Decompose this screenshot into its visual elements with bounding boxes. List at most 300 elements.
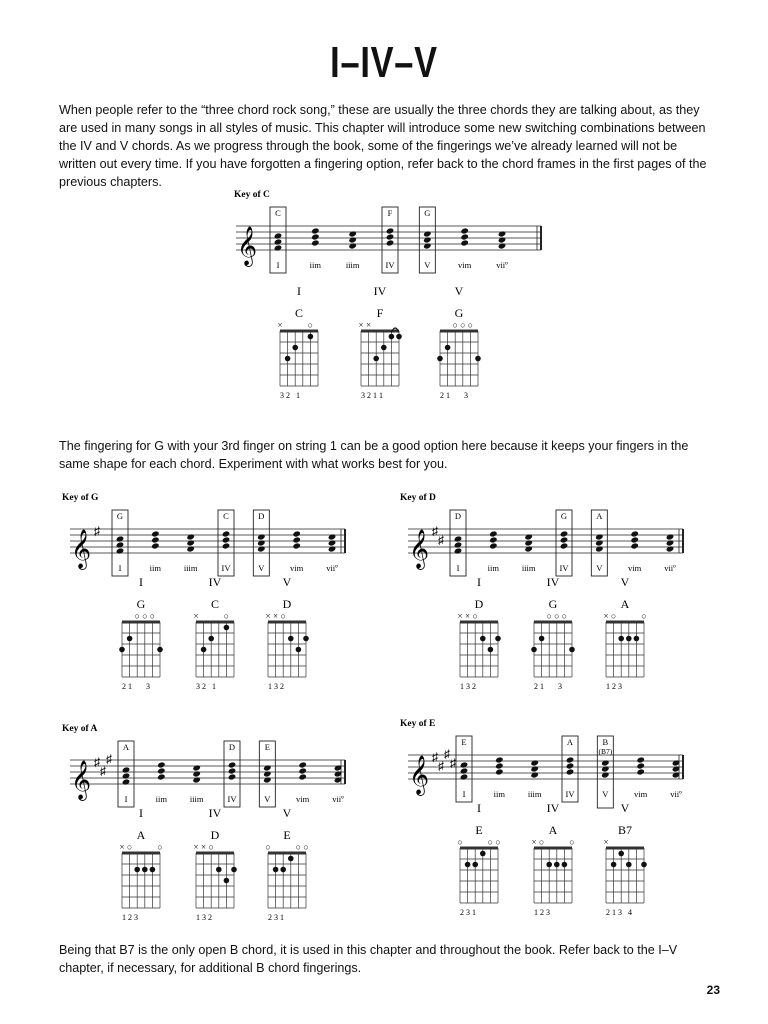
treble-clef: 𝄞 — [71, 531, 92, 568]
string-marker: × — [193, 842, 199, 852]
string-marker: ○ — [457, 837, 463, 847]
chord-box-label: A — [596, 511, 603, 521]
key-of-e-block — [400, 712, 700, 922]
finger-dot — [303, 636, 309, 642]
string-marker: ○ — [157, 842, 163, 852]
finger-dot — [292, 345, 298, 351]
degree-label: iiim — [189, 794, 204, 804]
key-of-a-block — [62, 717, 362, 922]
sharp-sign: ♯ — [432, 750, 438, 764]
string-marker: ○ — [452, 320, 458, 330]
key-label: Key of A — [62, 724, 98, 734]
finger-dot — [475, 356, 481, 362]
fingering-numbers: 3 2 1 1 — [361, 391, 383, 400]
chord-note — [530, 771, 538, 778]
chord-box-label: D — [454, 511, 462, 521]
key-label: Key of E — [400, 719, 436, 729]
chord-note — [454, 535, 462, 542]
chord-note — [116, 541, 124, 548]
finger-dot — [280, 867, 286, 873]
chord-numeral: V — [282, 806, 292, 820]
degree-label: iim — [155, 794, 168, 804]
finger-dot — [480, 851, 486, 857]
degree-label: V — [602, 789, 609, 799]
string-marker: ○ — [546, 611, 552, 621]
fingering-numbers: 1 2 3 — [122, 913, 138, 922]
chord-note — [495, 768, 503, 775]
finger-dot — [389, 334, 395, 340]
degree-label: IV — [559, 563, 569, 573]
chord-note — [274, 238, 282, 245]
fingering-numbers: 1 3 2 — [268, 682, 284, 691]
chord-box-sublabel: (B7) — [598, 747, 613, 756]
string-marker: ○ — [208, 842, 214, 852]
key-label: Key of G — [62, 493, 99, 503]
chord-numeral: IV — [373, 284, 387, 298]
string-marker: ○ — [142, 611, 148, 621]
fingering-numbers: 1 2 3 — [534, 908, 550, 917]
string-marker: ○ — [303, 842, 309, 852]
degree-label: IV — [221, 563, 231, 573]
finger-dot — [288, 636, 294, 642]
string-marker: ○ — [149, 611, 156, 621]
chord-note — [666, 533, 674, 540]
chord-note — [228, 773, 236, 780]
degree-label: vim — [628, 563, 642, 573]
chord-note — [328, 545, 336, 552]
fingering-numbers: 1 3 2 — [196, 913, 212, 922]
chord-note — [263, 764, 271, 771]
degree-label: viiº — [326, 563, 338, 573]
chord-box-label: E — [461, 737, 467, 747]
chord-name: A — [136, 828, 146, 842]
degree-label: I — [462, 789, 466, 799]
sharp-sign: ♯ — [100, 764, 106, 778]
chord-box-label: C — [275, 208, 281, 218]
page-title: I–IV–V — [330, 38, 438, 87]
fingering-numbers: 2 1 3 4 — [606, 908, 632, 917]
string-marker: × — [265, 611, 271, 621]
fingering-numbers: 3 2 1 — [196, 682, 216, 691]
degree-label: IV — [385, 260, 395, 270]
chord-note — [601, 771, 609, 778]
string-marker: ○ — [223, 611, 230, 621]
chord-numeral: I — [139, 806, 143, 820]
degree-label: vim — [290, 563, 304, 573]
degree-label: V — [596, 563, 603, 573]
fingering-numbers: 2 1 3 — [440, 391, 468, 400]
fingering-numbers: 3 2 1 — [280, 391, 300, 400]
finger-dot — [381, 345, 387, 351]
finger-dot — [288, 856, 294, 862]
chord-name: D — [210, 828, 220, 842]
string-marker: ○ — [472, 611, 478, 621]
string-marker: × — [201, 842, 207, 852]
string-marker: × — [193, 611, 199, 621]
key-label: Key of D — [400, 493, 436, 503]
finger-dot — [445, 345, 451, 351]
chord-note — [257, 533, 265, 540]
fingering-numbers: 1 3 2 — [460, 682, 476, 691]
chord-note — [460, 773, 468, 780]
key-of-g-block — [62, 486, 362, 691]
chord-note — [348, 242, 356, 249]
chord-note — [311, 233, 319, 240]
degree-label: iiim — [183, 563, 198, 573]
chord-note — [192, 764, 200, 771]
finger-dot — [224, 878, 230, 884]
string-marker: ○ — [569, 837, 575, 847]
chord-note — [116, 535, 124, 542]
degree-label: viiº — [496, 260, 508, 270]
chord-note — [524, 533, 532, 540]
degree-label: vim — [458, 260, 472, 270]
chord-note — [524, 539, 532, 546]
finger-dot — [119, 647, 125, 653]
chord-name: D — [474, 597, 484, 611]
degree-label: vim — [634, 789, 648, 799]
finger-dot — [539, 636, 545, 642]
finger-dot — [618, 851, 624, 857]
string-marker: ○ — [610, 611, 617, 621]
string-marker: ○ — [467, 320, 474, 330]
finger-dot — [472, 862, 478, 868]
chord-note — [151, 542, 159, 549]
chord-note — [122, 772, 130, 779]
chord-note — [348, 230, 356, 237]
finger-dot — [127, 636, 133, 642]
finger-dot — [611, 862, 617, 868]
sharp-sign: ♯ — [106, 752, 112, 766]
chord-note — [328, 539, 336, 546]
degree-label: I — [118, 563, 122, 573]
chord-name: E — [283, 828, 291, 842]
chord-name: G — [136, 597, 146, 611]
chord-note — [560, 542, 568, 549]
page-number: 23 — [706, 983, 720, 997]
chord-name: G — [454, 306, 464, 320]
chord-note — [298, 761, 306, 768]
chord-note — [151, 536, 159, 543]
chord-note — [423, 230, 431, 237]
treble-clef: 𝄞 — [71, 762, 92, 799]
chord-note — [530, 759, 538, 766]
chord-note — [423, 242, 431, 249]
string-marker: ○ — [126, 842, 133, 852]
chord-note — [157, 767, 165, 774]
string-marker: ○ — [487, 837, 494, 847]
chord-numeral: V — [620, 801, 630, 815]
chord-numeral: V — [282, 575, 292, 589]
finger-dot — [546, 862, 552, 868]
chord-note — [495, 756, 503, 763]
chord-note — [348, 236, 356, 243]
chord-note — [601, 765, 609, 772]
chord-note — [274, 232, 282, 239]
chord-note — [222, 542, 230, 549]
chord-numeral: IV — [208, 575, 222, 589]
chord-note — [498, 236, 506, 243]
chord-note — [566, 768, 574, 775]
finger-dot — [465, 862, 471, 868]
chord-note — [298, 773, 306, 780]
chord-box-label: C — [223, 511, 229, 521]
chord-note — [630, 542, 638, 549]
chord-note — [192, 776, 200, 783]
string-marker: × — [603, 611, 609, 621]
fingering-numbers: 2 3 1 — [460, 908, 476, 917]
string-marker: ○ — [561, 611, 568, 621]
finger-dot — [618, 636, 624, 642]
chord-box-label: D — [228, 742, 236, 752]
chord-note — [489, 536, 497, 543]
finger-dot — [231, 867, 237, 873]
chord-numeral: V — [620, 575, 630, 589]
chord-box-label: F — [387, 208, 393, 218]
string-marker: ○ — [495, 837, 501, 847]
chord-note — [222, 536, 230, 543]
chord-note — [636, 756, 644, 763]
chord-note — [122, 778, 130, 785]
chord-note — [386, 239, 394, 246]
chord-box-label: G — [116, 511, 124, 521]
chord-note — [566, 756, 574, 763]
chord-note — [186, 533, 194, 540]
finger-dot — [437, 356, 443, 362]
sharp-sign: ♯ — [94, 524, 100, 538]
sharp-sign: ♯ — [94, 755, 100, 769]
chord-note — [636, 762, 644, 769]
chord-note — [186, 545, 194, 552]
finger-dot — [285, 356, 291, 362]
finger-dot — [157, 647, 163, 653]
finger-dot — [216, 867, 222, 873]
string-marker: × — [273, 611, 279, 621]
chord-note — [495, 762, 503, 769]
degree-label: viiº — [332, 794, 344, 804]
string-marker: × — [457, 611, 463, 621]
finger-dot — [201, 647, 207, 653]
chord-note — [566, 762, 574, 769]
chord-note — [257, 539, 265, 546]
chord-box-label: G — [424, 208, 431, 218]
string-marker: ○ — [295, 842, 302, 852]
fingering-note-paragraph: The fingering for G with your 3rd finger on string 1 can be a good option here because it keeps your fingers in the same shape for each chord. Experiment with what works best for you. — [59, 439, 689, 471]
chord-note — [498, 242, 506, 249]
fingering-numbers: 1 2 3 — [606, 682, 622, 691]
chord-note — [386, 233, 394, 240]
degree-label: V — [424, 260, 431, 270]
degree-label: I — [276, 260, 280, 270]
chord-note — [122, 766, 130, 773]
degree-label: iim — [309, 260, 322, 270]
intro-paragraph: When people refer to the “three chord rock song,” these are usually the three chords they are talking about, as they are used in many songs in all styles of music. This chapter will introduce some new switching combinations between the IV and V chords. As we progress through the book, some of the fingerings we’ve already learned will not be written out every time. If you have forgotten a fingering option, refer back to the chord frames in the first pages of the previous chapters. — [59, 103, 707, 189]
chord-name: G — [548, 597, 558, 611]
string-marker: × — [277, 320, 283, 330]
string-marker: ○ — [265, 842, 271, 852]
degree-label: V — [264, 794, 271, 804]
string-marker: ○ — [307, 320, 314, 330]
finger-dot — [634, 636, 640, 642]
chord-note — [460, 761, 468, 768]
degree-label: viiº — [664, 563, 676, 573]
string-marker: ○ — [280, 611, 286, 621]
chord-note — [222, 530, 230, 537]
treble-clef: 𝄞 — [409, 757, 430, 794]
chord-note — [292, 530, 300, 537]
finger-dot — [308, 334, 314, 340]
chord-note — [423, 236, 431, 243]
chord-note — [263, 770, 271, 777]
sharp-sign: ♯ — [432, 524, 438, 538]
chord-box-label: G — [560, 511, 568, 521]
chord-note — [274, 244, 282, 251]
chord-note — [192, 770, 200, 777]
chord-note — [460, 767, 468, 774]
degree-label: V — [258, 563, 265, 573]
chord-note — [328, 533, 336, 540]
finger-dot — [626, 862, 632, 868]
chord-note — [311, 227, 319, 234]
chord-note — [601, 759, 609, 766]
chord-note — [292, 542, 300, 549]
chord-name: D — [282, 597, 292, 611]
finger-dot — [495, 636, 501, 642]
chord-numeral: IV — [546, 801, 560, 815]
chord-note — [498, 230, 506, 237]
treble-clef: 𝄞 — [409, 531, 430, 568]
chord-note — [228, 767, 236, 774]
degree-label: IV — [565, 789, 575, 799]
key-label: Key of C — [234, 190, 270, 200]
degree-label: iiim — [345, 260, 360, 270]
b7-note-paragraph: Being that B7 is the only open B chord, it is used in this chapter and throughout the book. Refer back to the I–V chapter, if necessary, for additional B chord fingerings. — [59, 943, 678, 975]
chord-numeral: I — [477, 801, 481, 815]
chord-note — [560, 536, 568, 543]
string-marker: × — [465, 611, 471, 621]
degree-label: viiº — [670, 789, 682, 799]
sharp-sign: ♯ — [438, 533, 444, 547]
chord-note — [489, 530, 497, 537]
finger-dot — [224, 625, 230, 631]
finger-dot — [569, 647, 575, 653]
chord-numeral: IV — [208, 806, 222, 820]
fingering-numbers: 2 1 3 — [122, 682, 150, 691]
chord-box-label: A — [122, 742, 130, 752]
chord-note — [636, 768, 644, 775]
finger-dot — [373, 356, 379, 362]
chord-note — [460, 239, 468, 246]
finger-dot — [142, 867, 148, 873]
finger-dot — [554, 862, 560, 868]
string-marker: ○ — [460, 320, 466, 330]
string-marker: × — [358, 320, 364, 330]
chord-box-label: D — [258, 511, 265, 521]
chord-note — [595, 545, 603, 552]
chord-numeral: I — [297, 284, 301, 298]
finger-dot — [296, 647, 302, 653]
finger-dot — [208, 636, 214, 642]
degree-label: I — [124, 794, 128, 804]
finger-dot — [531, 647, 537, 653]
sharp-sign: ♯ — [450, 756, 456, 770]
chord-name: E — [475, 823, 483, 837]
chord-note — [292, 536, 300, 543]
string-marker: × — [603, 837, 609, 847]
string-marker: ○ — [134, 611, 140, 621]
chord-note — [386, 227, 394, 234]
fingering-numbers: 2 3 1 — [268, 913, 284, 922]
chord-name: A — [620, 597, 630, 611]
degree-label: iim — [149, 563, 162, 573]
chord-numeral: I — [477, 575, 481, 589]
treble-clef: 𝄞 — [237, 228, 258, 265]
chord-note — [116, 547, 124, 554]
chord-note — [186, 539, 194, 546]
degree-label: iim — [487, 563, 500, 573]
chord-note — [489, 542, 497, 549]
chord-note — [460, 227, 468, 234]
chord-note — [151, 530, 159, 537]
chord-note — [454, 541, 462, 548]
string-marker: ○ — [554, 611, 560, 621]
chord-numeral: IV — [546, 575, 560, 589]
finger-dot — [273, 867, 279, 873]
chord-note — [460, 233, 468, 240]
finger-dot — [134, 867, 140, 873]
chord-note — [263, 776, 271, 783]
key-of-c-block — [228, 183, 548, 398]
chord-note — [666, 545, 674, 552]
chord-note — [530, 765, 538, 772]
finger-dot — [150, 867, 156, 873]
chord-note — [228, 761, 236, 768]
chord-name: C — [294, 306, 304, 320]
chord-name: A — [548, 823, 558, 837]
chord-note — [666, 539, 674, 546]
fingering-numbers: 2 1 3 — [534, 682, 562, 691]
string-marker: × — [531, 837, 537, 847]
chord-name: C — [210, 597, 220, 611]
chord-box-label: B — [602, 737, 609, 747]
string-marker: ○ — [538, 837, 545, 847]
chord-note — [257, 545, 265, 552]
degree-label: iim — [493, 789, 506, 799]
degree-label: IV — [227, 794, 237, 804]
chord-name: F — [376, 306, 384, 320]
degree-label: I — [456, 563, 460, 573]
chord-numeral: I — [139, 575, 143, 589]
chord-note — [560, 530, 568, 537]
string-marker: ○ — [641, 611, 647, 621]
finger-dot — [396, 334, 402, 340]
chord-name: B7 — [617, 823, 633, 837]
finger-dot — [626, 636, 632, 642]
chord-note — [157, 761, 165, 768]
finger-dot — [480, 636, 486, 642]
sharp-sign: ♯ — [444, 747, 450, 761]
chord-box-label: A — [566, 737, 574, 747]
chord-note — [595, 533, 603, 540]
degree-label: iiim — [527, 789, 542, 799]
chord-numeral: V — [454, 284, 464, 298]
degree-label: vim — [296, 794, 310, 804]
chord-note — [157, 773, 165, 780]
sharp-sign: ♯ — [438, 759, 444, 773]
chord-box-label: E — [264, 742, 270, 752]
finger-dot — [488, 647, 494, 653]
chord-note — [298, 767, 306, 774]
